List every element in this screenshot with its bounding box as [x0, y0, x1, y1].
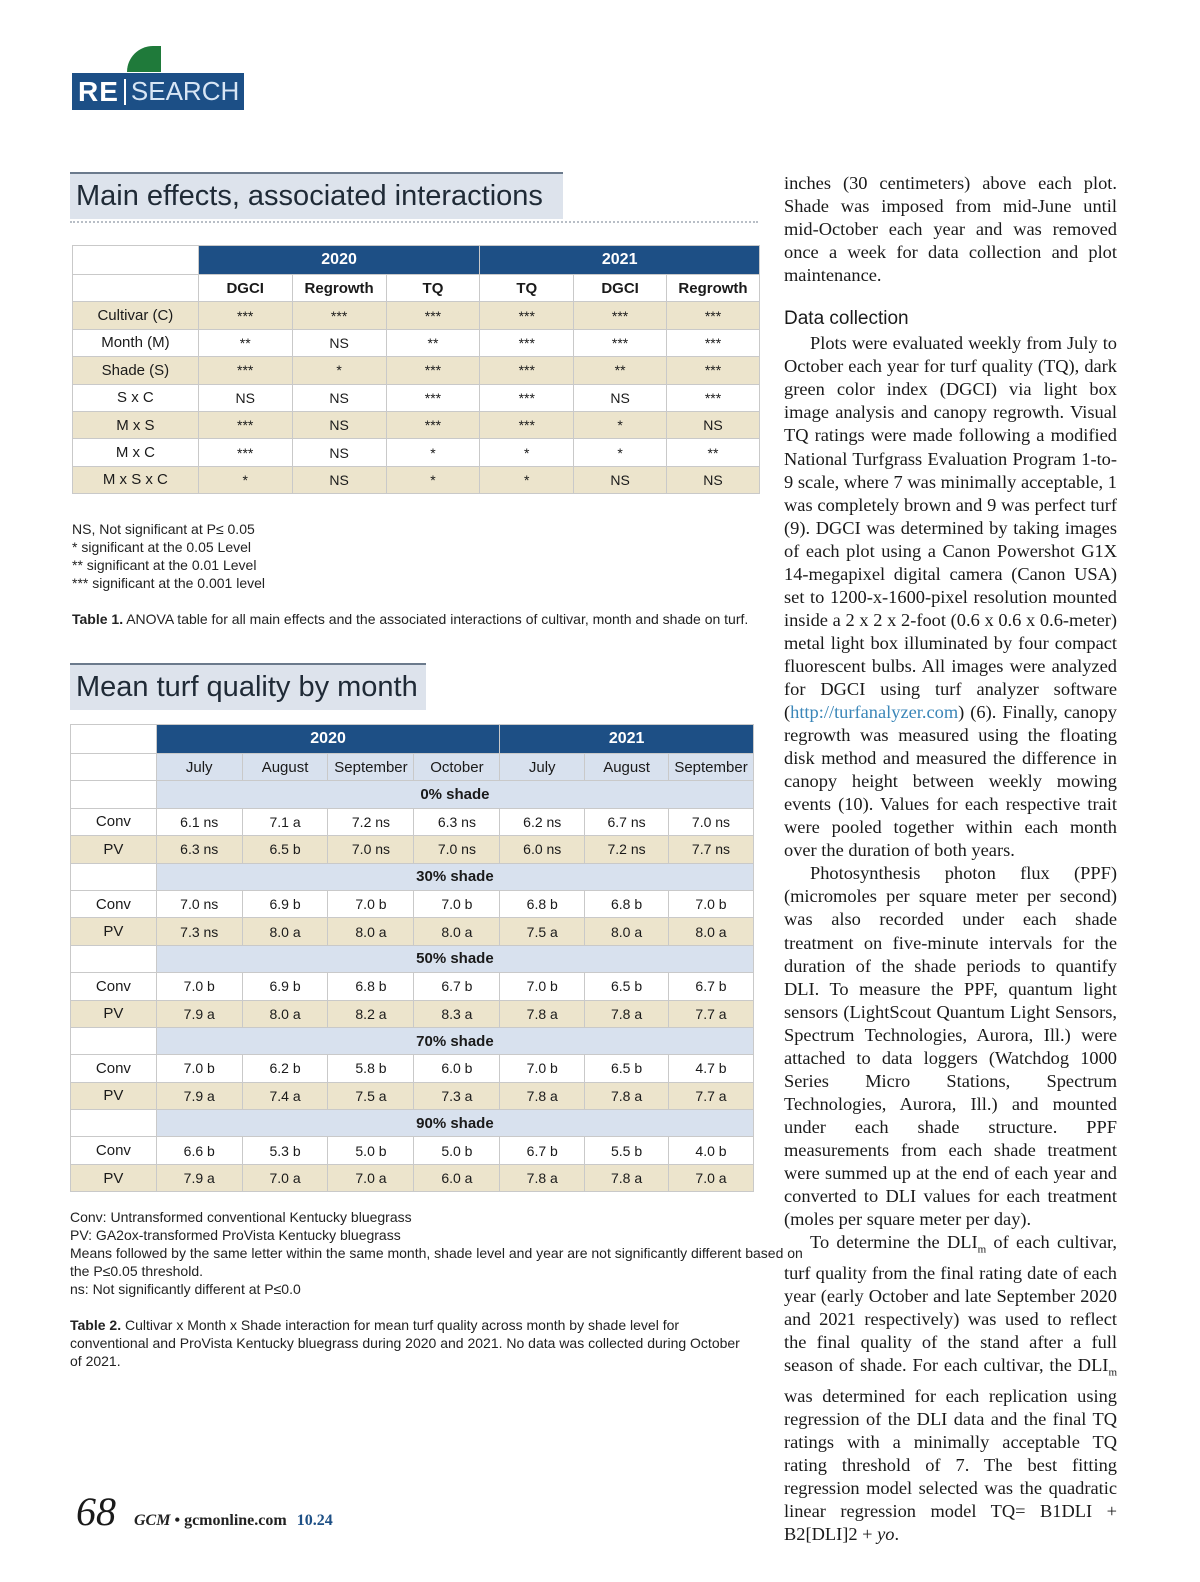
table-row [71, 1164, 754, 1191]
table-cell: * [198, 466, 292, 493]
column-header: Regrowth [667, 275, 760, 302]
row-label: Conv [71, 890, 157, 917]
table-row [73, 329, 760, 356]
table-row [71, 973, 754, 1000]
row-label: Month (M) [73, 329, 199, 356]
table-cell: 7.0 a [669, 1164, 754, 1191]
table-cell: NS [292, 466, 386, 493]
table-cell: 6.3 ns [156, 836, 242, 863]
table-cell: 6.5 b [585, 973, 669, 1000]
table-cell: NS [292, 329, 386, 356]
table-cell: 7.5 a [328, 1082, 414, 1109]
table-row [73, 466, 760, 493]
research-logo [72, 46, 244, 110]
table-cell: NS [292, 384, 386, 411]
table-cell: 4.0 b [669, 1137, 754, 1164]
column-header: TQ [386, 275, 480, 302]
table-cell: *** [198, 411, 292, 438]
p4-text-end: . [894, 1524, 900, 1545]
shade-level-label: 30% shade [156, 863, 753, 890]
table-cell: 6.9 b [242, 973, 328, 1000]
table-cell: 8.0 a [242, 1000, 328, 1027]
table-cell: 6.7 ns [585, 808, 669, 835]
table-cell: 6.3 ns [414, 808, 500, 835]
month-header: September [328, 754, 414, 781]
row-label: S x C [73, 384, 199, 411]
table-cell: 7.0 b [414, 890, 500, 917]
shade-row-blank [71, 1027, 157, 1054]
month-header: July [156, 754, 242, 781]
p4-text-a: To determine the DLI [810, 1232, 978, 1253]
logo-box [72, 73, 244, 110]
table2-caption [70, 1316, 754, 1370]
table-cell: 6.5 b [585, 1055, 669, 1082]
row-label: Conv [71, 1055, 157, 1082]
table1-caption-label: Table 1. [72, 611, 124, 627]
table-cell: 7.0 b [156, 973, 242, 1000]
table-cell: *** [292, 302, 386, 329]
shade-row-blank [71, 1110, 157, 1137]
leaf-icon [127, 46, 161, 72]
table-cell: 7.8 a [585, 1082, 669, 1109]
shade-row [71, 863, 754, 890]
table-row [73, 302, 760, 329]
table-cell: 7.0 a [328, 1164, 414, 1191]
month-header: August [585, 754, 669, 781]
publication-name: GCM [134, 1512, 171, 1529]
shade-row-blank [71, 863, 157, 890]
table-cell: 7.2 ns [585, 836, 669, 863]
table-cell: *** [667, 384, 760, 411]
table-cell: 4.7 b [669, 1055, 754, 1082]
table-cell: *** [480, 357, 574, 384]
table-cell: ** [574, 357, 667, 384]
row-label: Conv [71, 1137, 157, 1164]
page-footer [76, 1488, 333, 1535]
table-cell: 7.0 ns [669, 808, 754, 835]
logo-divider [124, 79, 126, 105]
table-row [73, 411, 760, 438]
table-cell: 8.0 a [669, 918, 754, 945]
article-paragraph-2 [784, 332, 1117, 862]
table-cell: 7.0 b [156, 1055, 242, 1082]
table1-notes [72, 520, 265, 592]
table-cell: 6.2 ns [500, 808, 585, 835]
corner-cell [73, 275, 199, 302]
table-cell: 5.8 b [328, 1055, 414, 1082]
table-cell: 7.4 a [242, 1082, 328, 1109]
table-cell: 6.8 b [585, 890, 669, 917]
article-paragraph-3: Photosynthesis photon flux (PPF) (micromoles per square meter per second) was also recorded under each shade treatment on five-minute intervals for the duration of the shade periods to quantify DLI. To measure the PPF, quantum light sensors (LightScout Quantum Light Sensors, Spectrum Technologies, Aurora, Ill.) were attached to data loggers (Watchdog 1000 Series Micro Stations, Spectrum Technologies, Aurora, Ill.) and mounted under each shade structure. PPF measurements from each shade treatment were summed up at the end of each year and converted to DLI values for each treatment (moles per square meter per day). [784, 863, 1117, 1230]
table-cell: 6.7 b [414, 973, 500, 1000]
table2-caption-text: Cultivar x Month x Shade interaction for mean turf quality across month by shade level for conventional and ProVista Kentucky bluegrass during 2020 and 2021. No data was collected during October of 2021. [70, 1317, 740, 1369]
table-row [71, 808, 754, 835]
table-cell: * [292, 357, 386, 384]
table-cell: *** [198, 357, 292, 384]
shade-row [71, 1027, 754, 1054]
row-label: PV [71, 918, 157, 945]
row-label: Cultivar (C) [73, 302, 199, 329]
row-label: Shade (S) [73, 357, 199, 384]
p4-subscript-1: m [977, 1243, 987, 1256]
table-cell: 8.0 a [585, 918, 669, 945]
month-header: October [414, 754, 500, 781]
row-label: Conv [71, 808, 157, 835]
table-cell: 7.8 a [500, 1000, 585, 1027]
note-line: * significant at the 0.05 Level [72, 539, 252, 555]
table-cell: 5.5 b [585, 1137, 669, 1164]
month-header: July [500, 754, 585, 781]
table-cell: *** [574, 302, 667, 329]
p4-subscript-2: m [1108, 1366, 1117, 1379]
data-collection-heading: Data collection [784, 308, 909, 330]
table-cell: 7.0 ns [156, 890, 242, 917]
table-cell: *** [667, 329, 760, 356]
year-header: 2021 [500, 725, 754, 754]
row-label: Conv [71, 973, 157, 1000]
publication-site: gcmonline.com [184, 1512, 287, 1529]
month-header: September [669, 754, 754, 781]
table-cell: 6.9 b [242, 890, 328, 917]
table-cell: 7.0 b [328, 890, 414, 917]
shade-level-label: 50% shade [156, 945, 753, 972]
turf-quality-table [70, 724, 754, 1192]
table-cell: 7.9 a [156, 1082, 242, 1109]
logo-light: SEARCH [130, 76, 240, 106]
table-cell: *** [386, 384, 480, 411]
note-line: Means followed by the same letter within the same month, shade level and year are not significantly different based on [70, 1245, 803, 1261]
table-cell: 8.2 a [328, 1000, 414, 1027]
table-cell: 7.7 a [669, 1000, 754, 1027]
table-row [71, 1055, 754, 1082]
table-cell: *** [386, 302, 480, 329]
shade-row [71, 781, 754, 808]
note-line: PV: GA2ox-transformed ProVista Kentucky bluegrass [70, 1227, 401, 1243]
table-cell: *** [198, 302, 292, 329]
article-paragraph-4 [784, 1231, 1117, 1546]
table-cell: 7.0 b [500, 973, 585, 1000]
table-cell: 7.8 a [500, 1082, 585, 1109]
row-label: M x S [73, 411, 199, 438]
table-cell: 7.3 ns [156, 918, 242, 945]
table-cell: 7.0 ns [328, 836, 414, 863]
table-row [71, 1137, 754, 1164]
table-cell: 6.7 b [500, 1137, 585, 1164]
table-row [71, 836, 754, 863]
table-cell: 7.7 a [669, 1082, 754, 1109]
issue-date: 10.24 [296, 1512, 333, 1529]
table-cell: *** [667, 357, 760, 384]
column-header: Regrowth [292, 275, 386, 302]
table2-notes [70, 1208, 803, 1298]
table2-title: Mean turf quality by month [76, 671, 418, 703]
p2-text-a: Plots were evaluated weekly from July to October each year for turf quality (TQ), dark green color index (DGCI) via light box image analysis and canopy regrowth. Visual TQ ratings were made following a modified National Turfgrass Evaluation Program 1-to-9 scale, where 7 was minimally acceptable, 1 was completely brown and 9 was perfect turf (9). DGCI was determined by taking images of each plot using a Canon Powershot G1X 14-megapixel digital camera (Canon USA) set to 1200-x-1600-pixel resolution mounted inside a 2 x 2 x 2-foot (0.6 x 0.6 x 0.6-meter) metal light box illuminated by four compact fluorescent bulbs. All images were analyzed for DGCI using turf analyzer software ( [784, 333, 1117, 723]
table-row [71, 918, 754, 945]
table-cell: NS [574, 466, 667, 493]
table-cell: 7.8 a [585, 1164, 669, 1191]
table-cell: 7.9 a [156, 1000, 242, 1027]
table-cell: * [386, 439, 480, 466]
table-cell: 7.8 a [585, 1000, 669, 1027]
table1-title-bar [70, 172, 563, 219]
anova-table [72, 245, 760, 494]
table-cell: 7.0 b [669, 890, 754, 917]
column-header: DGCI [574, 275, 667, 302]
table-cell: 5.0 b [328, 1137, 414, 1164]
table1-caption [72, 610, 760, 628]
table-cell: *** [574, 329, 667, 356]
table-cell: 7.7 ns [669, 836, 754, 863]
table-cell: ** [386, 329, 480, 356]
table2-caption-label: Table 2. [70, 1317, 122, 1333]
table-cell: 5.0 b [414, 1137, 500, 1164]
row-label: PV [71, 836, 157, 863]
table-cell: 7.9 a [156, 1164, 242, 1191]
table-cell: *** [386, 411, 480, 438]
table-cell: 6.0 a [414, 1164, 500, 1191]
table-cell: 6.5 b [242, 836, 328, 863]
row-label: M x C [73, 439, 199, 466]
table-cell: 8.0 a [242, 918, 328, 945]
table-cell: ** [198, 329, 292, 356]
table-cell: NS [667, 466, 760, 493]
shade-row-blank [71, 945, 157, 972]
table-cell: 7.0 ns [414, 836, 500, 863]
table1-title: Main effects, associated interactions [76, 180, 543, 212]
year-header: 2021 [480, 246, 760, 275]
table-cell: 6.0 b [414, 1055, 500, 1082]
corner-cell [71, 754, 157, 781]
table-cell: 6.1 ns [156, 808, 242, 835]
table-cell: NS [292, 411, 386, 438]
note-line: the P≤0.05 threshold. [70, 1263, 203, 1279]
table-cell: 7.0 b [500, 1055, 585, 1082]
shade-level-label: 70% shade [156, 1027, 753, 1054]
table-cell: *** [480, 329, 574, 356]
note-line: ** significant at the 0.01 Level [72, 557, 257, 573]
table2-title-bar [70, 663, 426, 710]
year-header: 2020 [198, 246, 480, 275]
article-column [784, 172, 1117, 1546]
table-row [71, 1082, 754, 1109]
table-cell: 6.7 b [669, 973, 754, 1000]
table-row [73, 439, 760, 466]
table-cell: 7.1 a [242, 808, 328, 835]
page-number: 68 [76, 1489, 116, 1534]
table-cell: *** [480, 302, 574, 329]
p4-italic-yo: yo [877, 1524, 895, 1545]
shade-row-blank [71, 781, 157, 808]
table-cell: 7.3 a [414, 1082, 500, 1109]
row-label: PV [71, 1000, 157, 1027]
note-line: Conv: Untransformed conventional Kentucky bluegrass [70, 1209, 412, 1225]
table-cell: NS [198, 384, 292, 411]
table-cell: NS [292, 439, 386, 466]
footer-bullet: • [174, 1512, 181, 1529]
table-cell: NS [667, 411, 760, 438]
shade-level-label: 0% shade [156, 781, 753, 808]
month-header: August [242, 754, 328, 781]
row-label: PV [71, 1082, 157, 1109]
table-cell: 5.3 b [242, 1137, 328, 1164]
table-cell: 7.2 ns [328, 808, 414, 835]
row-label: PV [71, 1164, 157, 1191]
year-header: 2020 [156, 725, 500, 754]
shade-row [71, 945, 754, 972]
turfanalyzer-link[interactable]: http://turfanalyzer.com [790, 702, 959, 723]
table-cell: NS [574, 384, 667, 411]
table-cell: 8.0 a [414, 918, 500, 945]
table-cell: 6.8 b [328, 973, 414, 1000]
table-row [71, 890, 754, 917]
table-cell: *** [386, 357, 480, 384]
table-cell: *** [198, 439, 292, 466]
note-line: ns: Not significantly different at P≤0.0 [70, 1281, 301, 1297]
table-cell: 6.6 b [156, 1137, 242, 1164]
table-cell: * [480, 466, 574, 493]
table-cell: ** [667, 439, 760, 466]
table-cell: *** [480, 411, 574, 438]
table-cell: 6.0 ns [500, 836, 585, 863]
shade-row [71, 1110, 754, 1137]
note-line: NS, Not significant at P≤ 0.05 [72, 521, 255, 537]
row-label: M x S x C [73, 466, 199, 493]
table-row [73, 384, 760, 411]
p4-text-b: of each cultivar, turf quality from the final rating date of each year (early October and late September 2020 and 2021 respectively) was used to reflect the final quality of the stand after a full season of shade. For each cultivar, the DLI [784, 1232, 1117, 1376]
table-cell: *** [480, 384, 574, 411]
table-cell: * [480, 439, 574, 466]
table-cell: 8.3 a [414, 1000, 500, 1027]
table1-caption-text: ANOVA table for all main effects and the associated interactions of cultivar, month and shade on turf. [123, 611, 749, 627]
table-cell: *** [667, 302, 760, 329]
shade-level-label: 90% shade [156, 1110, 753, 1137]
table1-rule [70, 221, 758, 223]
corner-cell [73, 246, 199, 275]
logo-bold: RE [78, 75, 119, 107]
note-line: *** significant at the 0.001 level [72, 575, 266, 591]
table-cell: 7.0 a [242, 1164, 328, 1191]
table-cell: 6.2 b [242, 1055, 328, 1082]
table-row [73, 357, 760, 384]
table-row [71, 1000, 754, 1027]
column-header: DGCI [198, 275, 292, 302]
p4-text-c: was determined for each replication using regression of the DLI data and the final TQ ratings with a minimally acceptable TQ rating threshold of 7. The best fitting regression model selected was the quadratic linear regression model TQ= B1DLI + B2[DLI]2 + [784, 1385, 1117, 1545]
table-cell: * [574, 411, 667, 438]
table-cell: 8.0 a [328, 918, 414, 945]
table-cell: 6.8 b [500, 890, 585, 917]
table-cell: * [574, 439, 667, 466]
table-cell: 7.5 a [500, 918, 585, 945]
article-paragraph-1: inches (30 centimeters) above each plot. Shade was imposed from mid-June until mid-October each year and was removed once a week for data collection and plot maintenance. [784, 173, 1117, 286]
p2-text-b: ) (6). Finally, canopy regrowth was measured using the floating disk method and measured the difference in canopy height between weekly mowing events (10). Values for each respective trait were pooled together within each month over the duration of both years. [784, 702, 1117, 861]
table-cell: * [386, 466, 480, 493]
corner-cell [71, 725, 157, 754]
column-header: TQ [480, 275, 574, 302]
table-cell: 7.8 a [500, 1164, 585, 1191]
